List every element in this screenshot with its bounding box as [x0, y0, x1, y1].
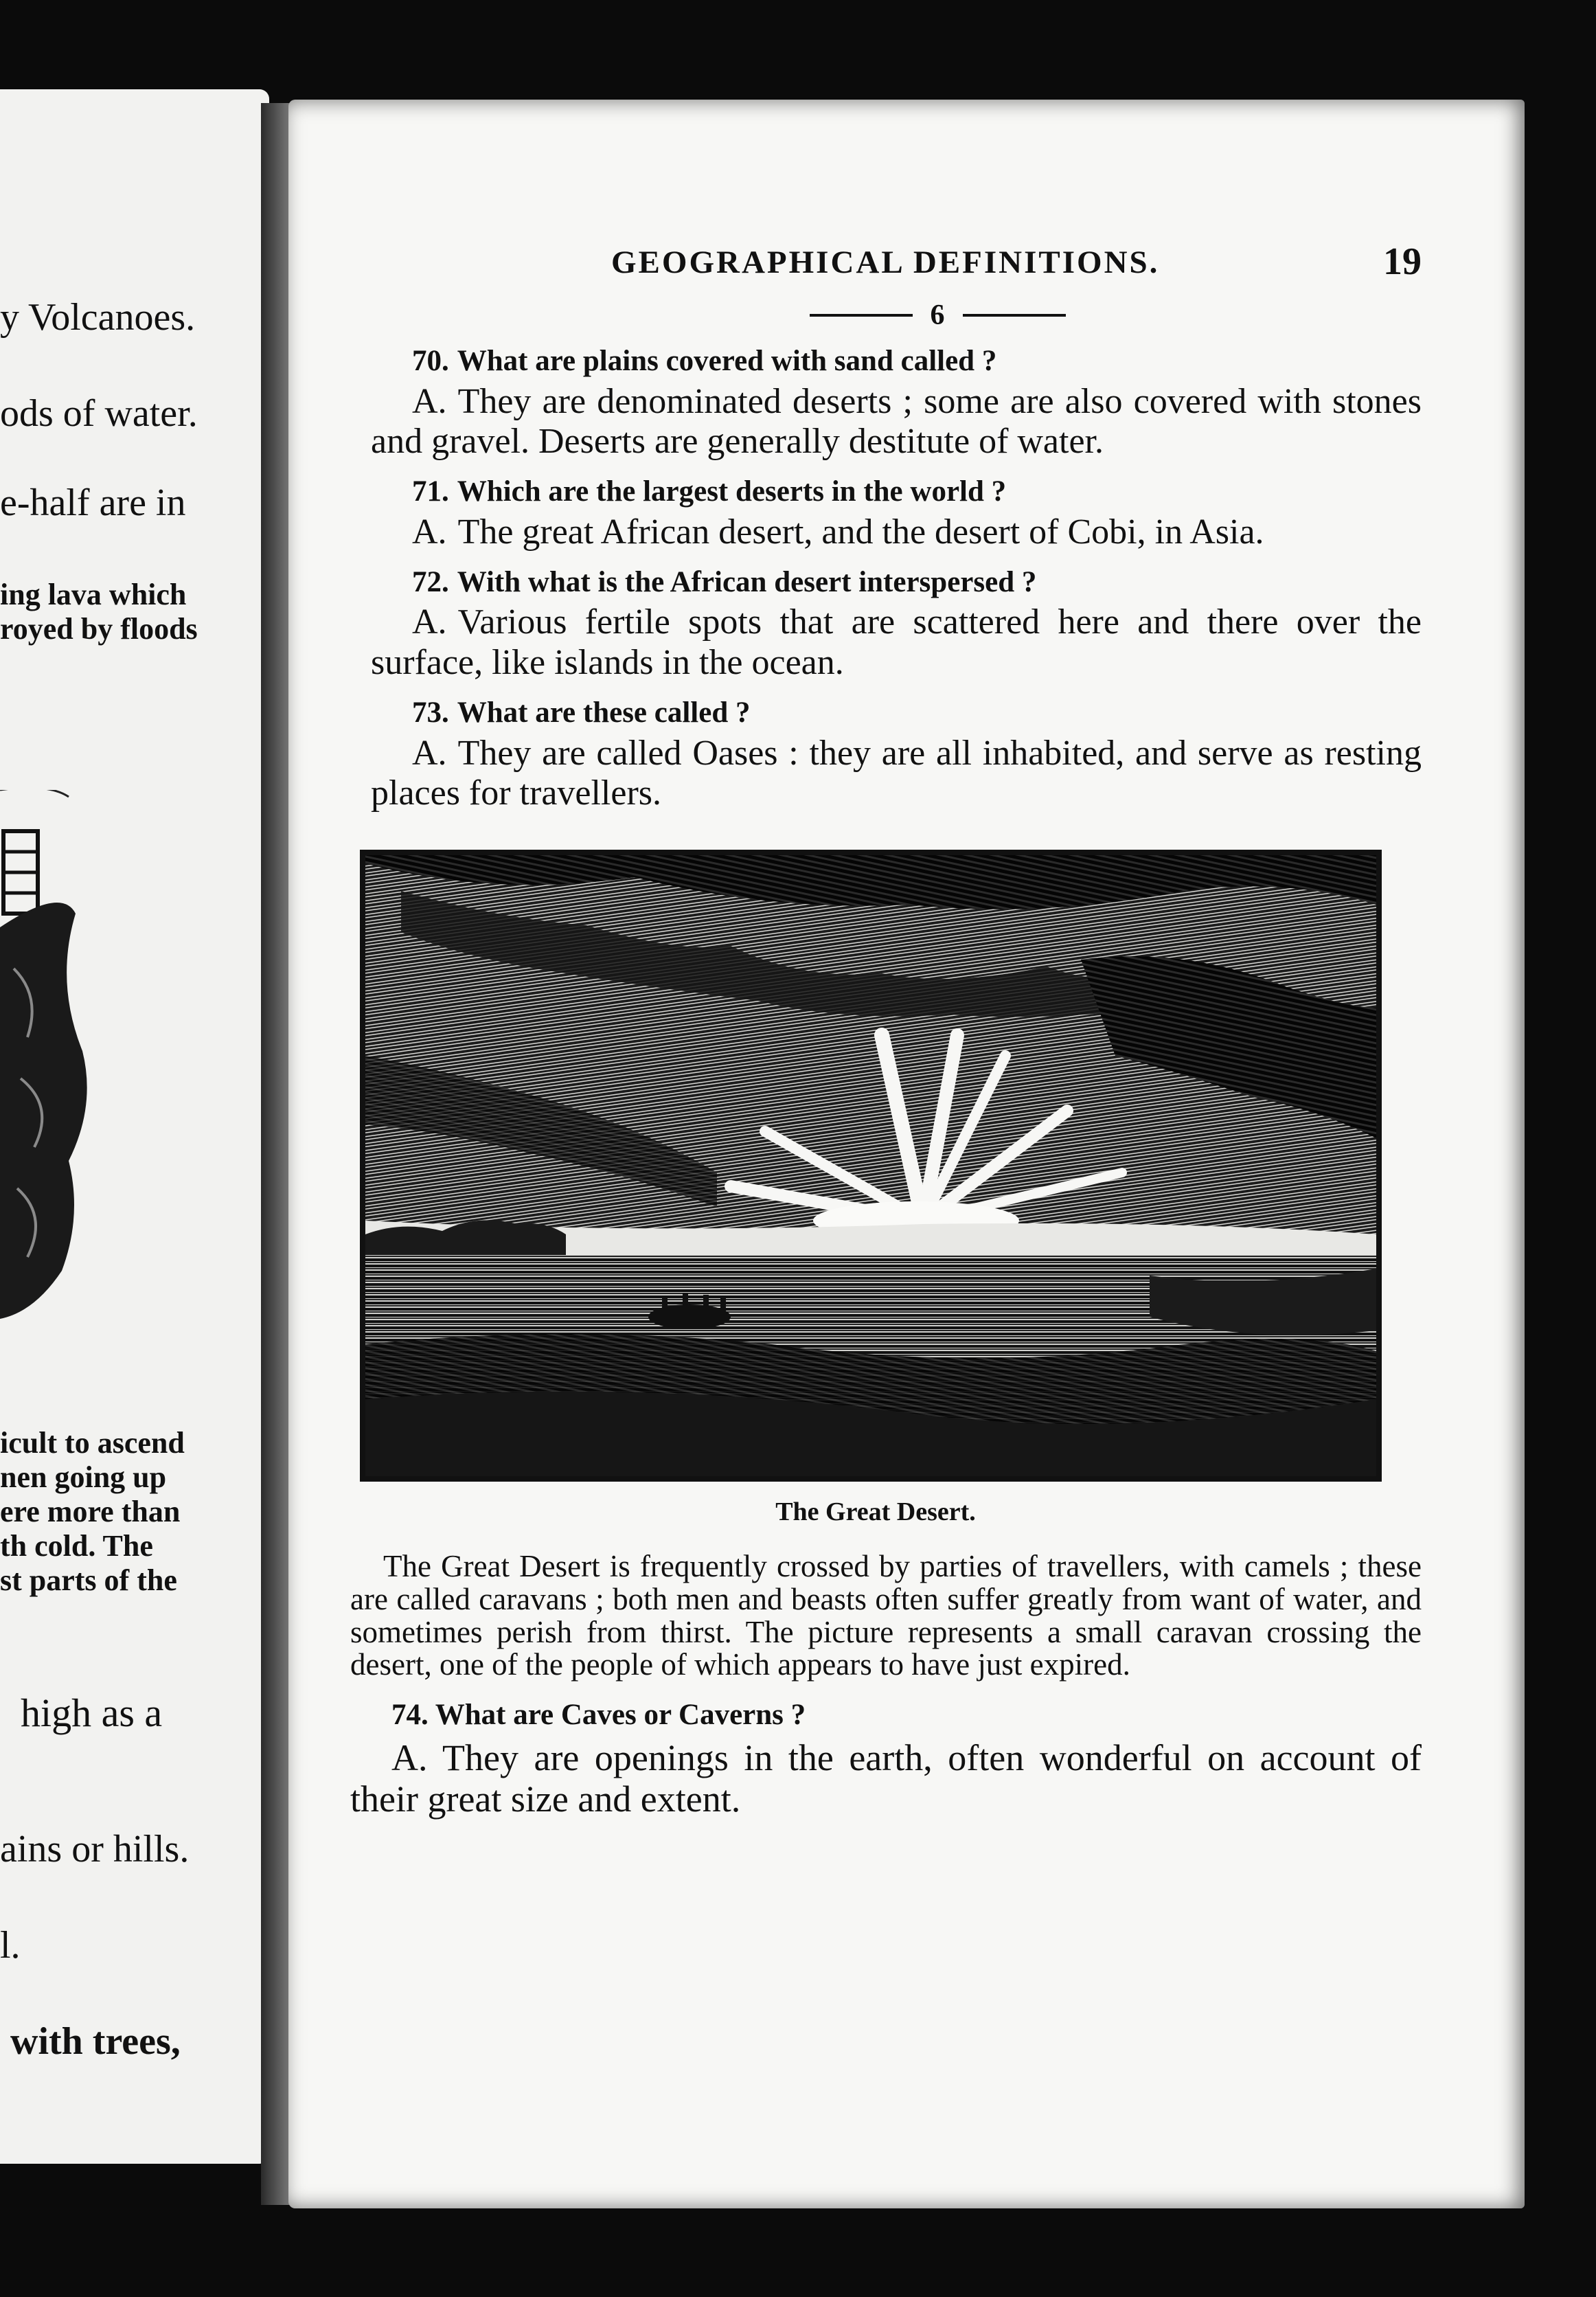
right-page [288, 100, 1525, 2208]
left-text-fragment: e-half are in [0, 482, 186, 524]
figure-description: The Great Desert is frequently crossed by parties of travellers, with camels ; these are called caravans ; both men and beasts often suffer greatly from want of water, and sometimes perish from thirst. The picture represents a small caravan crossing the desert, one of the people of which appears to have just expired. [350, 1549, 1422, 1682]
desert-engraving-figure [360, 850, 1382, 1482]
answer-72 [371, 602, 1422, 683]
answer-lead: A. [412, 602, 447, 642]
question-number: 71. [412, 475, 449, 508]
left-text-fragment: ere more than [0, 1495, 181, 1528]
question-text: What are Caves or Caverns ? [435, 1698, 806, 1731]
figure-caption: The Great Desert. [775, 1497, 976, 1527]
question-number: 70. [412, 345, 449, 377]
question-71 [412, 475, 1422, 510]
page-content [350, 240, 1422, 1820]
answer-text: The great African desert, and the desert of Cobi, in Asia. [457, 512, 1264, 552]
answer-74 [350, 1737, 1422, 1820]
signature-mark [453, 299, 1422, 337]
question-number: 72. [412, 565, 449, 598]
answer-text: They are openings in the earth, often wonderful on account of their great size and extent. [350, 1736, 1422, 1820]
question-73 [412, 696, 1422, 731]
running-head-title: GEOGRAPHICAL DEFINITIONS. [611, 245, 1160, 280]
left-page-illustration [0, 790, 96, 1326]
question-72 [412, 565, 1422, 600]
great-desert-engraving [360, 850, 1382, 1482]
question-70 [412, 344, 1422, 379]
left-text-fragment: royed by floods [0, 612, 198, 646]
answer-text: They are called Oases : they are all inhabited, and serve as resting places for travellers. [371, 733, 1422, 813]
question-text: What are plains covered with sand called ? [457, 345, 997, 377]
page-number: 19 [1383, 240, 1422, 283]
answer-71 [371, 512, 1422, 553]
left-facing-page [0, 89, 269, 2164]
left-text-fragment: nen going up [0, 1460, 167, 1494]
left-text-fragment: st parts of the [0, 1563, 177, 1597]
answer-70 [371, 382, 1422, 463]
answer-lead: A. [412, 512, 447, 552]
left-text-fragment: ains or hills. [0, 1828, 190, 1870]
signature-number: 6 [930, 299, 945, 331]
left-text-fragment: ods of water. [0, 392, 198, 435]
signature-rule-left [810, 314, 913, 317]
left-text-fragment: high as a [21, 1690, 163, 1735]
signature-rule-right [963, 314, 1066, 317]
answer-73 [371, 734, 1422, 815]
question-number: 73. [412, 696, 449, 729]
question-text: What are these called ? [457, 696, 751, 729]
left-text-fragment: y Volcanoes. [0, 296, 196, 339]
left-text-fragment: with trees, [10, 2020, 181, 2063]
answer-lead: A. [412, 733, 447, 773]
left-text-fragment: ing lava which [0, 578, 187, 611]
left-text-fragment: l. [0, 1924, 21, 1967]
question-text: Which are the largest deserts in the world ? [457, 475, 1007, 508]
answer-lead: A. [412, 381, 447, 421]
left-text-fragment: icult to ascend [0, 1426, 185, 1460]
running-head [371, 240, 1422, 299]
answer-text: They are denominated deserts ; some are also covered with stones and gravel. Deserts are generally destitute of water. [371, 381, 1422, 462]
left-text-fragment: th cold. The [0, 1529, 153, 1563]
question-text: With what is the African desert interspersed ? [457, 565, 1037, 598]
answer-lead: A. [391, 1736, 428, 1778]
question-number: 74. [391, 1698, 429, 1731]
answer-text: Various fertile spots that are scattered here and there over the surface, like islands in the ocean. [371, 602, 1422, 683]
question-74 [391, 1698, 1422, 1732]
